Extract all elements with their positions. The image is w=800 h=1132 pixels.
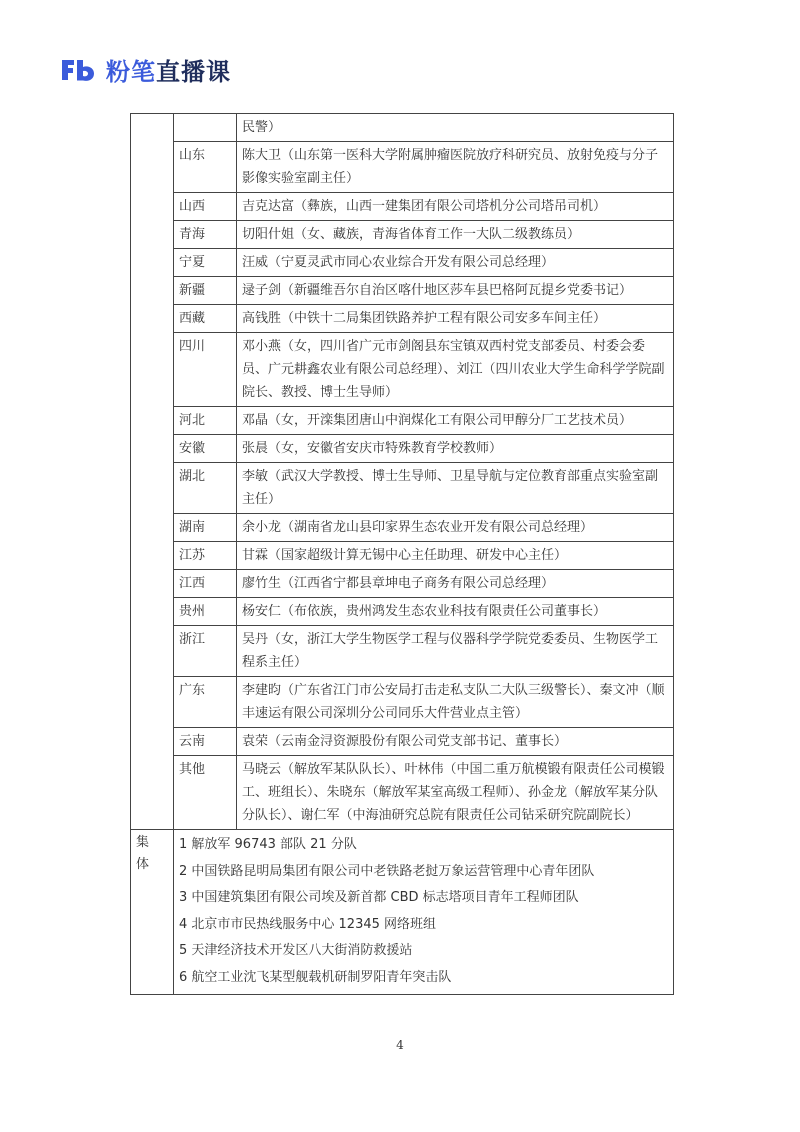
province-cell: 西藏 [174, 305, 237, 333]
collective-list [174, 830, 674, 995]
table-row [131, 756, 674, 830]
honoree-names-cell: 切阳什姐（女、藏族，青海省体育工作一大队二级教练员） [237, 221, 674, 249]
honoree-names-cell: 袁荣（云南金浔资源股份有限公司党支部书记、董事长） [237, 728, 674, 756]
table-row [131, 249, 674, 277]
collective-row [131, 830, 674, 995]
table-row [131, 542, 674, 570]
honoree-names-cell: 民警） [237, 114, 674, 142]
province-cell: 湖北 [174, 463, 237, 514]
honoree-names-cell: 李建昀（广东省江门市公安局打击走私支队二大队三级警长）、秦文冲（顺丰速运有限公司深圳分公司同乐大件营业点主管） [237, 677, 674, 728]
page-number: 4 [396, 1038, 404, 1052]
table-row [131, 463, 674, 514]
province-cell: 江苏 [174, 542, 237, 570]
table-row [131, 598, 674, 626]
table-row [131, 677, 674, 728]
province-cell: 新疆 [174, 277, 237, 305]
honoree-names-cell: 汪威（宁夏灵武市同心农业综合开发有限公司总经理） [237, 249, 674, 277]
collective-label-char: 体 [136, 857, 150, 872]
honoree-names-cell: 高钱胜（中铁十二局集团铁路养护工程有限公司安多车间主任） [237, 305, 674, 333]
table-row [131, 221, 674, 249]
table-row [131, 114, 674, 142]
table-row [131, 570, 674, 598]
province-cell: 山西 [174, 193, 237, 221]
province-cell: 浙江 [174, 626, 237, 677]
province-cell: 青海 [174, 221, 237, 249]
table-row [131, 626, 674, 677]
brand-name-part1: 粉笔 [106, 58, 156, 86]
province-cell: 湖南 [174, 514, 237, 542]
category-cell-collective [131, 830, 174, 995]
province-cell: 其他 [174, 756, 237, 830]
collective-label [136, 876, 137, 877]
honoree-names-cell: 邓小燕（女，四川省广元市剑阁县东宝镇双西村党支部委员、村委会委员、广元耕鑫农业有限公司总经理）、刘江（四川农业大学生命科学学院副院长、教授、博士生导师） [237, 333, 674, 407]
honoree-names-cell: 吴丹（女，浙江大学生物医学工程与仪器科学学院党委委员、生物医学工程系主任） [237, 626, 674, 677]
honoree-names-cell: 陈大卫（山东第一医科大学附属肿瘤医院放疗科研究员、放射免疫与分子影像实验室副主任） [237, 142, 674, 193]
fb-logo-icon [58, 56, 98, 84]
table-row [131, 142, 674, 193]
province-cell: 广东 [174, 677, 237, 728]
province-cell: 山东 [174, 142, 237, 193]
table-row [131, 728, 674, 756]
honoree-names-cell: 逯子剑（新疆维吾尔自治区喀什地区莎车县巴格阿瓦提乡党委书记） [237, 277, 674, 305]
province-cell: 河北 [174, 407, 237, 435]
province-cell [174, 114, 237, 142]
table-row [131, 305, 674, 333]
honoree-names-cell: 廖竹生（江西省宁都县章坤电子商务有限公司总经理） [237, 570, 674, 598]
collective-list-item: 5 天津经济技术开发区八大街消防救援站 [179, 943, 413, 959]
honoree-names-cell: 马晓云（解放军某队队长）、叶林伟（中国二重万航模锻有限责任公司模锻工、班组长）、朱晓东（解放军某室高级工程师）、孙金龙（解放军某分队分队长）、谢仁军（中海油研究总院有限责任公司钻采研究院副院长） [237, 756, 674, 830]
province-cell: 安徽 [174, 435, 237, 463]
category-cell-individual [131, 114, 174, 830]
honoree-names-cell: 邓晶（女，开滦集团唐山中润煤化工有限公司甲醇分厂工艺技术员） [237, 407, 674, 435]
collective-list-item: 2 中国铁路昆明局集团有限公司中老铁路老挝万象运营管理中心青年团队 [179, 863, 595, 879]
brand-name-part2: 直播课 [156, 58, 231, 86]
honoree-names-cell: 张晨（女，安徽省安庆市特殊教育学校教师） [237, 435, 674, 463]
table-row [131, 277, 674, 305]
brand-name [106, 52, 231, 87]
honoree-table [130, 113, 674, 995]
collective-label-char: 集 [136, 835, 150, 850]
collective-list-item: 6 航空工业沈飞某型舰载机研制罗阳青年突击队 [179, 969, 452, 985]
table-row [131, 435, 674, 463]
collective-list-item: 4 北京市市民热线服务中心 12345 网络班组 [179, 916, 437, 932]
province-cell: 四川 [174, 333, 237, 407]
honoree-names-cell: 吉克达富（彝族，山西一建集团有限公司塔机分公司塔吊司机） [237, 193, 674, 221]
collective-list-item: 1 解放军 96743 部队 21 分队 [179, 837, 357, 852]
honoree-names-cell: 李敏（武汉大学教授、博士生导师、卫星导航与定位教育部重点实验室副主任） [237, 463, 674, 514]
table-row [131, 193, 674, 221]
province-cell: 贵州 [174, 598, 237, 626]
collective-list-item: 3 中国建筑集团有限公司埃及新首都 CBD 标志塔项目青年工程师团队 [179, 890, 579, 906]
table-row [131, 333, 674, 407]
province-cell: 江西 [174, 570, 237, 598]
table-row [131, 514, 674, 542]
brand-logo [58, 52, 231, 87]
honoree-names-cell: 杨安仁（布依族，贵州鸿发生态农业科技有限责任公司董事长） [237, 598, 674, 626]
province-cell: 宁夏 [174, 249, 237, 277]
honoree-names-cell: 余小龙（湖南省龙山县印家界生态农业开发有限公司总经理） [237, 514, 674, 542]
table-row [131, 407, 674, 435]
honoree-names-cell: 甘霖（国家超级计算无锡中心主任助理、研发中心主任） [237, 542, 674, 570]
province-cell: 云南 [174, 728, 237, 756]
